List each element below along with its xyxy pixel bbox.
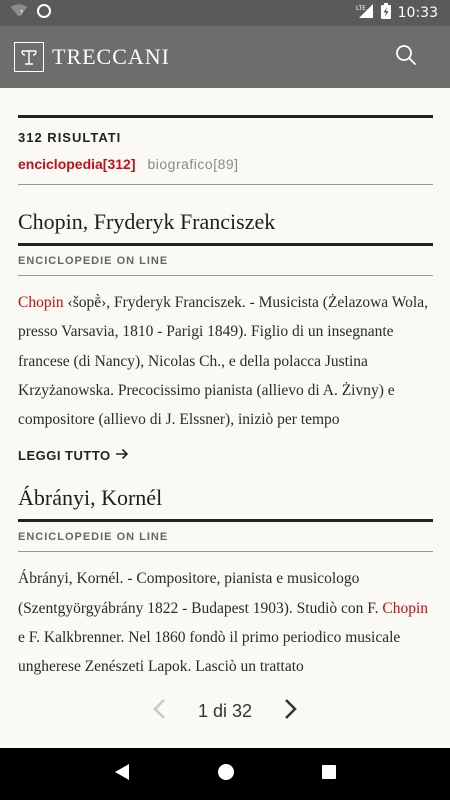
- result-entry: [18, 485, 433, 681]
- source-filters: [18, 156, 433, 172]
- filter-enciclopedia[interactable]: enciclopedia[312]: [18, 156, 136, 172]
- entry-source: ENCICLOPEDIE ON LINE: [18, 531, 169, 544]
- search-button[interactable]: [392, 43, 420, 71]
- wifi-icon: [10, 4, 28, 23]
- entry-title[interactable]: Chopin, Fryderyk Franciszek: [18, 209, 276, 234]
- results-count: 312 RISULTATI: [18, 130, 122, 145]
- search-highlight: Chopin: [382, 599, 429, 617]
- excerpt-text: Ábrányi, Kornél. - Compositore, pianista e musicologo (Szentgyörgyábrány 1822 - Budapest 1903). Studiò con F.: [18, 570, 383, 617]
- page-indicator: 1 di 32: [197, 700, 253, 721]
- results-content: [18, 88, 433, 682]
- lte-signal-icon: [356, 3, 374, 23]
- brand-title[interactable]: TRECCANI: [52, 44, 170, 69]
- sync-circle-icon: [36, 3, 52, 24]
- read-more-link[interactable]: [18, 448, 433, 463]
- read-more-label: LEGGI TUTTO: [18, 448, 111, 464]
- excerpt-text: e F. Kalkbrenner. Nel 1860 fondò il primo periodico musicale ungherese Zenészeti Lapok. Lasciò un trattato: [18, 629, 401, 676]
- battery-charging-icon: [381, 3, 391, 23]
- home-button[interactable]: [217, 763, 235, 786]
- result-entry: [18, 209, 433, 463]
- search-icon: [395, 44, 417, 71]
- entry-source-divider: [18, 551, 433, 552]
- excerpt-text: ‹šopḕ›, Fryderyk Franciszek. - Musicista (Żelazowa Wola, presso Varsavia, 1810 - Parigi 1849). Figlio di un insegnante francese (di Nancy), Nicolas Ch., e della polacca Justina Krzyżanowska. Precocissimo pianista (allievo di A. Żivny) e compositore (allievo di J. Elssner), iniziò per tempo: [18, 294, 428, 429]
- system-nav-bar: [0, 748, 450, 800]
- status-bar: [0, 0, 450, 26]
- svg-text:LTE: LTE: [355, 5, 366, 12]
- entry-excerpt: [18, 564, 433, 681]
- entry-source-divider: [18, 275, 433, 276]
- svg-text:?: ?: [19, 8, 24, 17]
- filters-divider: [18, 184, 433, 185]
- top-divider: [18, 115, 433, 118]
- status-time: 10:33: [397, 5, 438, 21]
- next-page-button[interactable]: [284, 698, 298, 725]
- filter-biografico[interactable]: biografico[89]: [147, 156, 239, 172]
- pagination: [0, 692, 450, 730]
- previous-page-button[interactable]: [152, 698, 166, 725]
- recents-button[interactable]: [321, 764, 337, 785]
- entry-excerpt: [18, 288, 433, 434]
- app-bar: [0, 26, 450, 88]
- back-button[interactable]: [113, 763, 131, 786]
- entry-title[interactable]: Ábrányi, Kornél: [18, 485, 163, 511]
- treccani-logo-icon[interactable]: [14, 42, 44, 72]
- search-highlight: Chopin: [18, 294, 64, 311]
- entry-title-divider: [18, 243, 433, 246]
- entry-title-divider: [18, 519, 433, 522]
- arrow-right-icon: [115, 448, 129, 463]
- entry-source: ENCICLOPEDIE ON LINE: [18, 255, 169, 267]
